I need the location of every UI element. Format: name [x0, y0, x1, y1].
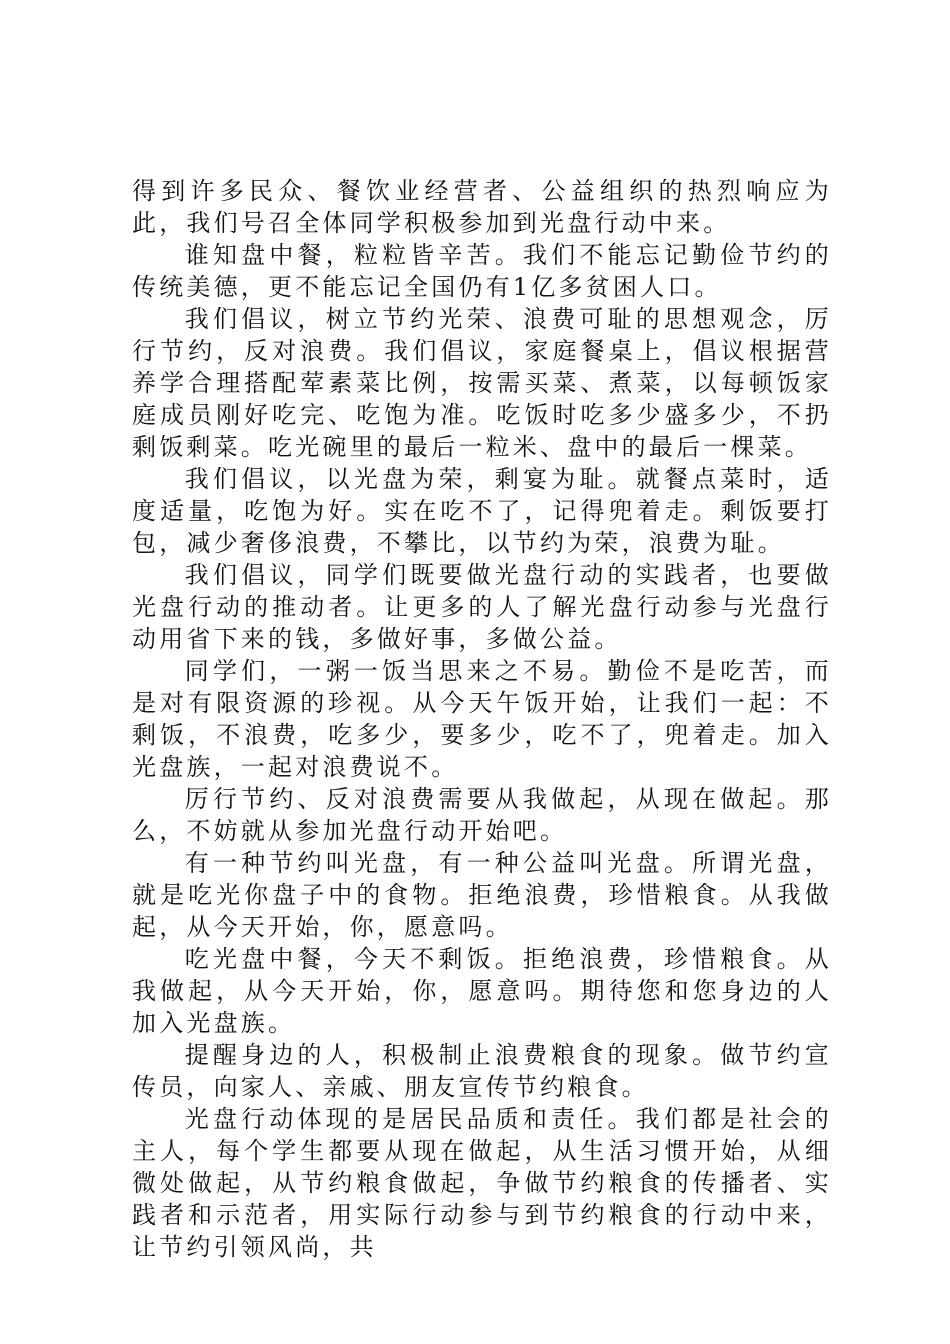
paragraph-5: 我们倡议，同学们既要做光盘行动的实践者，也要做光盘行动的推动者。让更多的人了解光盘行动参与光盘行动用省下来的钱，多做好事，多做公益。 [132, 561, 832, 653]
paragraph-7: 厉行节约、反对浪费需要从我做起，从现在做起。那么，不妨就从参加光盘行动开始吧。 [132, 785, 832, 845]
paragraph-9: 吃光盘中餐，今天不剩饭。拒绝浪费，珍惜粮食。从我做起，从今天开始，你，愿意吗。期待您和您身边的人加入光盘族。 [132, 945, 832, 1037]
paragraph-10: 提醒身边的人，积极制止浪费粮食的现象。做节约宣传员，向家人、亲戚、朋友宣传节约粮食。 [132, 1041, 832, 1101]
paragraph-1: 得到许多民众、餐饮业经营者、公益组织的热烈响应为此，我们号召全体同学积极参加到光盘行动中来。 [132, 177, 832, 237]
paragraph-6: 同学们，一粥一饭当思来之不易。勤俭不是吃苦，而是对有限资源的珍视。从今天午饭开始，让我们一起：不剩饭，不浪费，吃多少，要多少，吃不了，兜着走。加入光盘族，一起对浪费说不。 [132, 657, 832, 781]
paragraph-3: 我们倡议，树立节约光荣、浪费可耻的思想观念，厉行节约，反对浪费。我们倡议，家庭餐桌上，倡议根据营养学合理搭配荤素菜比例，按需买菜、煮菜，以每顿饭家庭成员刚好吃完、吃饱为准。吃饭时吃多少盛多少，不扔剩饭剩菜。吃光碗里的最后一粒米、盘中的最后一棵菜。 [132, 305, 832, 461]
paragraph-4: 我们倡议，以光盘为荣，剩宴为耻。就餐点菜时，适度适量，吃饱为好。实在吃不了，记得兜着走。剩饭要打包，减少奢侈浪费，不攀比，以节约为荣，浪费为耻。 [132, 465, 832, 557]
paragraph-8: 有一种节约叫光盘，有一种公益叫光盘。所谓光盘，就是吃光你盘子中的食物。拒绝浪费，珍惜粮食。从我做起，从今天开始，你，愿意吗。 [132, 849, 832, 941]
paragraph-11: 光盘行动体现的是居民品质和责任。我们都是社会的主人，每个学生都要从现在做起，从生活习惯开始，从细微处做起，从节约粮食做起，争做节约粮食的传播者、实践者和示范者，用实际行动参与到节约粮食的行动中来，让节约引领风尚，共 [132, 1105, 832, 1261]
paragraph-2: 谁知盘中餐，粒粒皆辛苦。我们不能忘记勤俭节约的传统美德，更不能忘记全国仍有1亿多贫困人口。 [132, 241, 832, 301]
document-body [132, 175, 832, 1263]
